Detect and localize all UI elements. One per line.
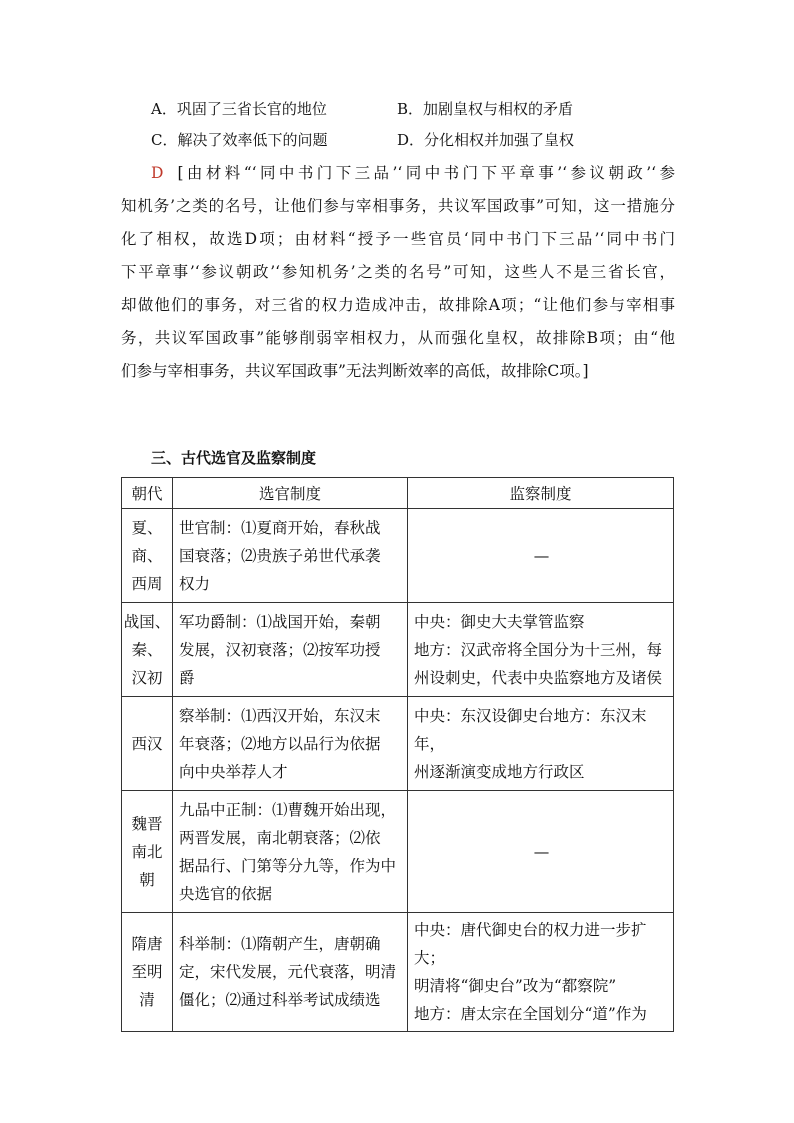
explanation-line: 们参与宰相事务，共议军国政事”无法判断效率的高低，故排除C项。] — [121, 362, 589, 380]
dynasty-cell: 战国、 秦、 汉初 — [122, 603, 173, 697]
selection-cell: 察举制：⑴西汉开始，东汉末 年衰落；⑵地方以品行为依据 向中央举荐人才 — [173, 697, 408, 791]
explanation-line: 下平章事’‘参议朝政’‘参知机务’之类的名号”可知，这些人不是三省长官， — [121, 263, 675, 281]
table-header-row — [122, 478, 674, 509]
explanation-line: 知机务’之类的名号，让他们参与宰相事务，共议军国政事”可知，这一措施分 — [121, 197, 675, 215]
supervision-cell: 中央：东汉设御史台地方：东汉末年， 州逐渐演变成地方行政区 — [408, 697, 674, 791]
option-c: C．解决了效率低下的问题 — [151, 131, 328, 149]
selection-cell: 科举制：⑴隋朝产生，唐朝确 定，宋代发展，元代衰落，明清 僵化；⑵通过科举考试成绩选 — [173, 913, 408, 1032]
supervision-cell: — — [408, 791, 674, 913]
header-supervision: 监察制度 — [408, 478, 674, 509]
table-row — [122, 509, 674, 603]
selection-cell: 军功爵制：⑴战国开始，秦朝 发展，汉初衰落；⑵按军功授 爵 — [173, 603, 408, 697]
supervision-cell: 中央：唐代御史台的权力进一步扩大； 明清将“御史台”改为“都察院” 地方：唐太宗在全国划分“道”作为 — [408, 913, 674, 1032]
option-a: A．巩固了三省长官的地位 — [151, 100, 327, 118]
dynasty-cell: 隋唐 至明 清 — [122, 913, 173, 1032]
table-row — [122, 697, 674, 791]
table-row — [122, 791, 674, 913]
explanation-line: D [由材料“‘同中书门下三品’‘同中书门下平章事’‘参议朝政’‘参 — [151, 164, 675, 182]
selection-cell: 世官制：⑴夏商开始，春秋战 国衰落；⑵贵族子弟世代承袭 权力 — [173, 509, 408, 603]
table-row — [122, 603, 674, 697]
explanation-line: 务，共议军国政事”能够削弱宰相权力，从而强化皇权，故排除B项；由“他 — [121, 329, 675, 347]
option-d: D．分化相权并加强了皇权 — [397, 131, 575, 149]
header-selection: 选官制度 — [173, 478, 408, 509]
table-row — [122, 913, 674, 1032]
option-b: B．加剧皇权与相权的矛盾 — [397, 100, 574, 118]
answer-explanation — [121, 157, 675, 388]
dynasty-cell: 夏、 商、 西周 — [122, 509, 173, 603]
supervision-cell: 中央：御史大夫掌管监察 地方：汉武帝将全国分为十三州，每 州设刺史，代表中央监察地方及诸侯 — [408, 603, 674, 697]
explanation-line: 却做他们的事务，对三省的权力造成冲击，故排除A项；“让他们参与宰相事 — [121, 296, 675, 314]
header-dynasty: 朝代 — [122, 478, 173, 509]
selection-cell: 九品中正制：⑴曹魏开始出现， 两晋发展，南北朝衰落；⑵依 据品行、门第等分九等，作为中 央选官的依据 — [173, 791, 408, 913]
dynasty-cell: 西汉 — [122, 697, 173, 791]
answer-letter: D — [151, 164, 164, 182]
section-title: 三、古代选官及监察制度 — [151, 449, 317, 467]
selection-supervision-table — [121, 477, 674, 1032]
dynasty-cell: 魏晋 南北 朝 — [122, 791, 173, 913]
explanation-line: 化了相权，故选D项；由材料“授予一些官员‘同中书门下三品’‘同中书门 — [121, 230, 675, 248]
supervision-cell: — — [408, 509, 674, 603]
